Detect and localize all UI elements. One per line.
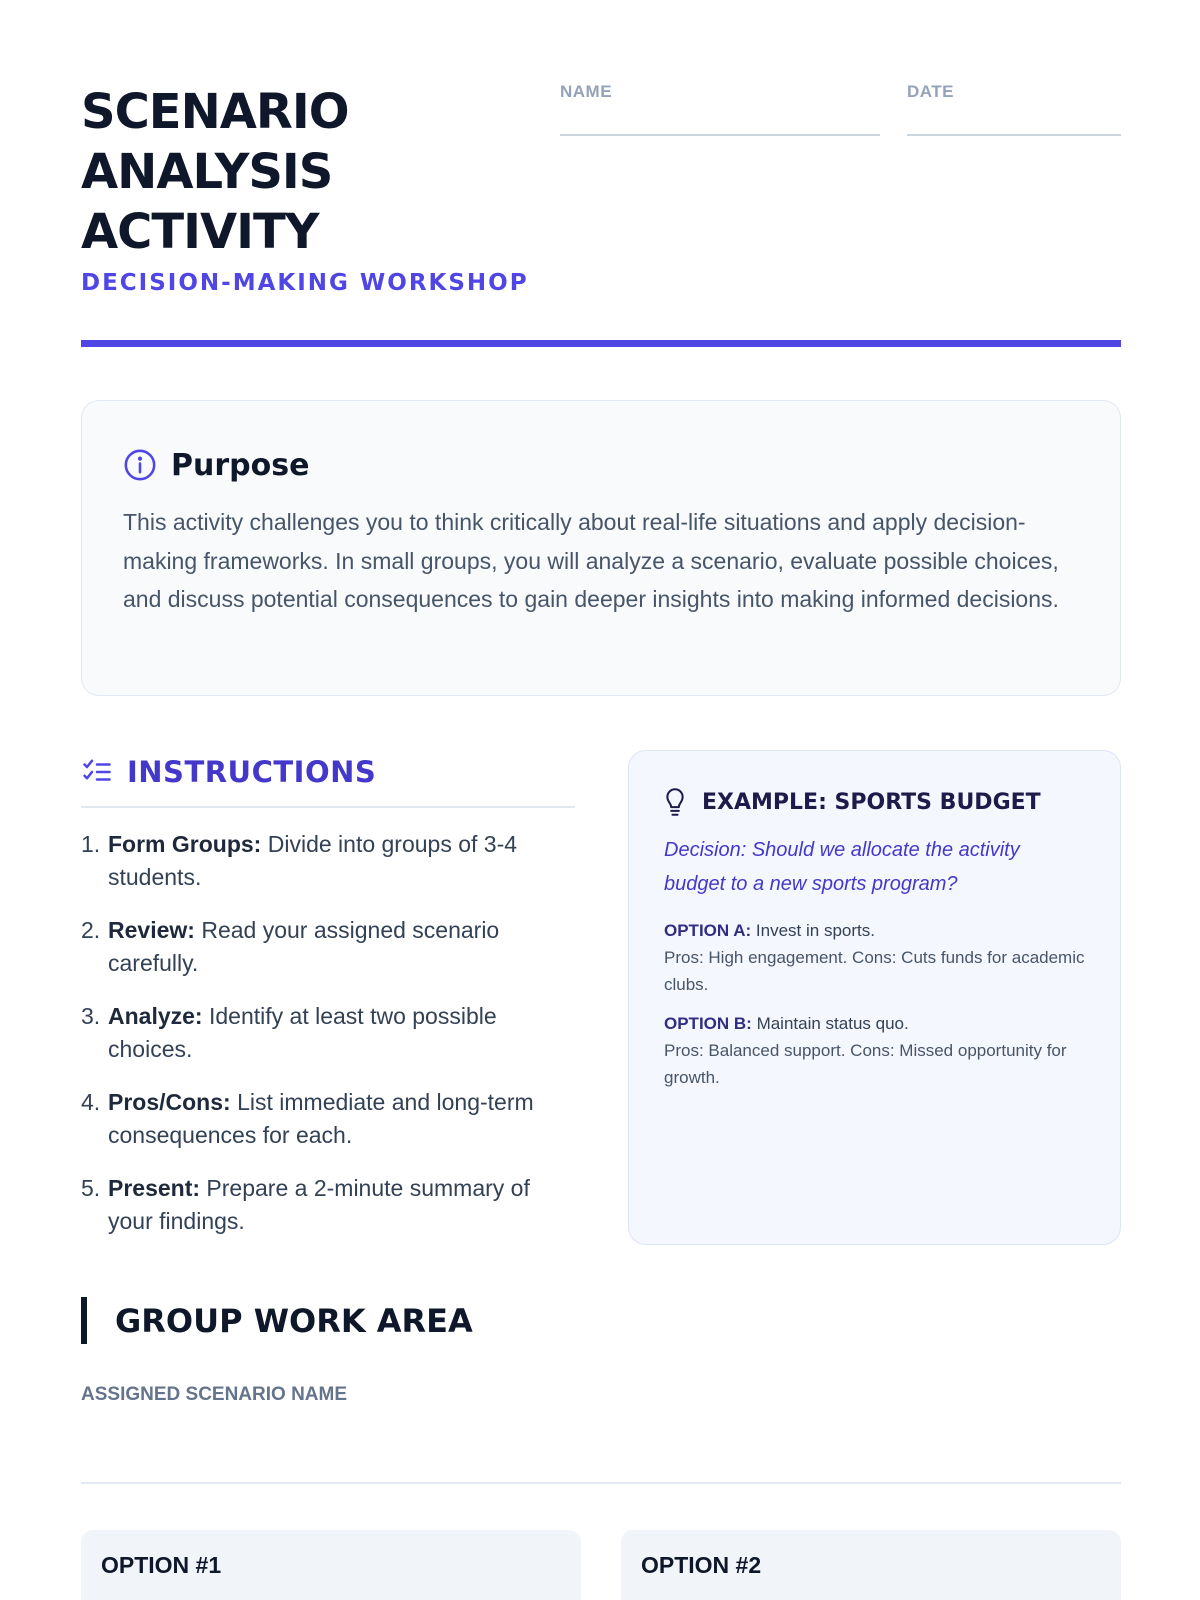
example-heading — [664, 785, 1086, 819]
instruction-step: 3. Analyze: Identify at least two possible choices. — [81, 1003, 497, 1062]
purpose-text: This activity challenges you to think critically about real-life situations and apply decision-making frameworks. In small groups, you will analyze a scenario, evaluate possible choices, and discuss potential consequences to gain deeper insights into making informed decisions. — [123, 509, 1059, 612]
example-title: EXAMPLE: SPORTS BUDGET — [702, 789, 1041, 815]
instructions-heading — [81, 750, 575, 794]
worksheet-page — [81, 0, 1121, 1600]
purpose-heading — [123, 445, 1080, 485]
name-input-line[interactable] — [560, 134, 880, 136]
option-2-title: OPTION #2 — [641, 1552, 762, 1578]
instruction-step: 5. Present: Prepare a 2-minute summary of your findings. — [81, 1175, 530, 1234]
example-option-b: OPTION B: Maintain status quo. Pros: Balanced support. Cons: Missed opportunity for growth. — [664, 1014, 1067, 1087]
lightbulb-icon — [664, 788, 686, 816]
name-field[interactable] — [560, 82, 880, 136]
example-option-a: OPTION A: Invest in sports. Pros: High engagement. Cons: Cuts funds for academic clubs. — [664, 921, 1085, 994]
name-label: NAME — [560, 82, 613, 101]
option-1-title: OPTION #1 — [101, 1552, 222, 1578]
option-1-card[interactable] — [81, 1530, 581, 1600]
instructions-divider — [81, 806, 575, 808]
date-label: DATE — [907, 82, 955, 101]
date-field[interactable] — [907, 82, 1121, 136]
header-divider — [81, 340, 1121, 347]
group-work-title: GROUP WORK AREA — [115, 1301, 473, 1340]
scenario-name-input-line[interactable] — [81, 1482, 1121, 1484]
worksheet-header — [81, 80, 1121, 347]
instructions-section — [81, 750, 575, 1258]
option-2-card[interactable] — [621, 1530, 1121, 1600]
heading-accent-bar — [81, 1297, 87, 1344]
checklist-icon — [81, 757, 113, 787]
scenario-name-label: ASSIGNED SCENARIO NAME — [81, 1384, 348, 1405]
info-icon — [123, 448, 157, 482]
page-title: SCENARIO ANALYSIS ACTIVITY — [81, 84, 349, 260]
page-subtitle: DECISION-MAKING WORKSHOP — [81, 270, 529, 296]
instruction-step: 2. Review: Read your assigned scenario carefully. — [81, 917, 500, 976]
group-work-heading — [81, 1297, 1121, 1344]
purpose-title: Purpose — [171, 447, 310, 483]
group-work-area — [81, 1297, 1121, 1484]
instruction-step: 4. Pros/Cons: List immediate and long-term consequences for each. — [81, 1089, 534, 1148]
purpose-box — [81, 400, 1121, 696]
instructions-list — [81, 828, 575, 1238]
example-question: Decision: Should we allocate the activity budget to a new sports program? — [664, 839, 1020, 895]
option-cards — [81, 1530, 1121, 1600]
date-input-line[interactable] — [907, 134, 1121, 136]
instructions-title: INSTRUCTIONS — [127, 755, 377, 789]
example-card — [628, 750, 1121, 1245]
instruction-step: 1. Form Groups: Divide into groups of 3-4 students. — [81, 831, 518, 890]
